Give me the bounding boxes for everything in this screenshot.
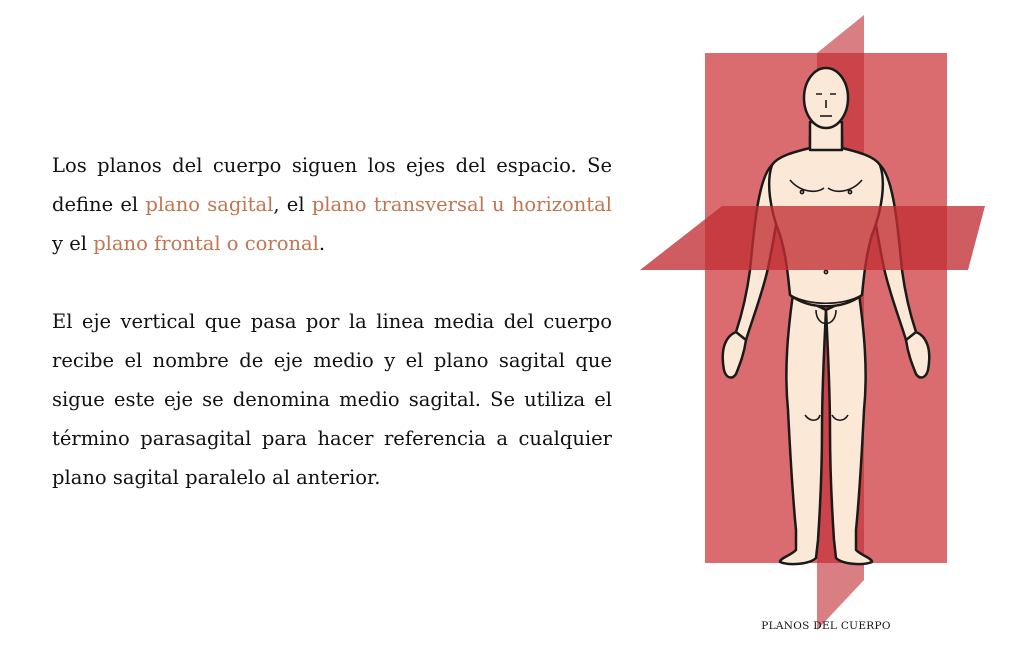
transverse-plane [640, 206, 985, 270]
p1-text-4: . [318, 232, 326, 255]
p1-text-3: y el [52, 232, 94, 255]
paragraph-median-axis: El eje vertical que pasa por la linea media del cuerpo recibe el nombre de eje medio y el plano sagital que sigue este eje se denomina medio sagital. Se utiliza el término parasagital para hacer referencia a cualquier plano sagital paralelo al anterior. [52, 310, 612, 489]
term-transverse-plane: plano transversal u horizontal [311, 193, 612, 216]
text-column [52, 146, 612, 497]
term-frontal-plane: plano frontal o coronal [93, 232, 319, 255]
figure-caption: PLANOS DEL CUERPO [761, 620, 891, 632]
term-sagittal-plane: plano sagital [145, 193, 274, 216]
p1-text-2: , el [273, 193, 312, 216]
body-planes-illustration [640, 10, 990, 650]
paragraph-planes [52, 146, 612, 263]
p1-text-1: Los planos del cuerpo siguen los ejes del espacio. Se define el [52, 154, 612, 216]
body-planes-figure [640, 10, 990, 650]
